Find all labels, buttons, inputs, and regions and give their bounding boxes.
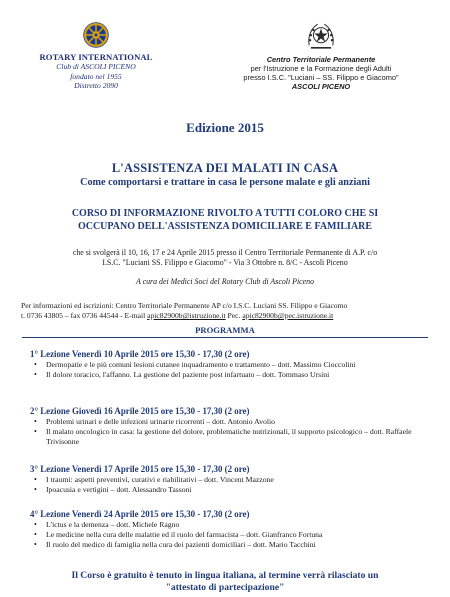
- lesson-title: 4° Lezione Venerdì 24 Aprile 2015 ore 15,30 - 17,30 (2 ore): [30, 509, 250, 519]
- course-heading-line: OCCUPANO DELL'ASSISTENZA DOMICILIARE E FAMILIARE: [77, 220, 373, 232]
- list-item: • L'ictus e la demenza – dott. Michele Ragno: [42, 520, 438, 530]
- lesson-2: [30, 405, 438, 447]
- list-item: • Il malato oncologico in casa: la gestione del dolore, problematiche nutrizionali, il supporto psicologico – dott. Raffaele Trivisonne: [42, 427, 438, 447]
- divider: [22, 337, 428, 338]
- lesson-topics: [30, 360, 438, 380]
- contact-info: [21, 301, 441, 321]
- ctp-address: presso I.S.C. "Luciani – SS. Filippo e Giacomo": [243, 73, 399, 82]
- rotary-club: Club di ASCOLI PICENO: [56, 62, 136, 71]
- phone-fax: t. 0736 43805 – fax 0736 44544 - E-mail: [21, 311, 146, 320]
- rotary-title: ROTARY INTERNATIONAL: [39, 52, 153, 62]
- lesson-title: 2° Lezione Giovedì 16 Aprile 2015 ore 15,30 - 17,30 (2 ore): [30, 406, 250, 416]
- ctp-subtitle: per l'Istruzione e la Formazione degli Adulti: [250, 64, 392, 73]
- dates-line: che si svolgerà il 10, 16, 17 e 24 Aprile 2015 presso il Centro Territoriale Permanente di A.P. c/o: [72, 248, 378, 257]
- rotary-wheel-icon: [81, 20, 111, 50]
- list-item: • Ipoacusia e vertigini – dott. Alessandro Tassoni: [42, 485, 438, 495]
- lesson-3: [30, 463, 438, 495]
- course-dates: [14, 248, 436, 268]
- email-link[interactable]: apic82900b@istruzione.it: [147, 311, 226, 320]
- organizer-note: A cura dei Medici Soci del Rotary Club di Ascoli Piceno: [135, 277, 315, 286]
- pec-email-link[interactable]: apic82900b@pec.istruzione.it: [242, 311, 334, 320]
- ctp-city: ASCOLI PICENO: [291, 82, 351, 91]
- rotary-founded: fondato nel 1955: [70, 71, 122, 81]
- list-item: • Dermopatie e le più comuni lesioni cutanee inquadramento e trattamento – dott. Massimo Cioccolini: [42, 360, 438, 370]
- lesson-topics: [30, 520, 438, 550]
- edition-heading: Edizione 2015: [186, 120, 264, 135]
- list-item: • Le medicine nella cura delle malattie ed il ruolo del farmacista – dott. Gianfranco Fortuna: [42, 530, 438, 540]
- lesson-title: 1° Lezione Venerdì 10 Aprile 2015 ore 15,30 - 17,30 (2 ore): [30, 349, 250, 359]
- lesson-4: [30, 508, 438, 550]
- footer-line: "attestato di partecipazione": [165, 582, 285, 593]
- italian-republic-emblem-icon: [304, 20, 338, 52]
- course-heading: [14, 208, 436, 233]
- dates-line: I.S.C. "Luciani SS. Filippo e Giacomo" - Via 3 Ottobre n. 8/C - Ascoli Piceno: [102, 258, 348, 267]
- footer-note: [0, 570, 450, 594]
- rotary-district: Distretto 2090: [74, 81, 118, 90]
- footer-line: Il Corso è gratuito è tenuto in lingua italiana, al termine verrà rilasciato un: [71, 570, 379, 581]
- rotary-header: [22, 20, 170, 91]
- contact-line-phone: [21, 311, 441, 321]
- course-heading-line: CORSO DI INFORMAZIONE RIVOLTO A TUTTI COLORO CHE SI: [71, 208, 379, 219]
- contact-line: Per informazioni ed iscrizioni: Centro Territoriale Permanente AP c/o I.S.C. Luciani SS. Filippo e Giacomo: [21, 301, 348, 310]
- list-item: • I traumi: aspetti preventivi, curativi e riabilitativi – dott. Vincent Mazzone: [42, 475, 438, 485]
- lesson-1: [30, 348, 438, 380]
- ctp-header: [208, 20, 434, 91]
- subtitle: Come comportarsi e trattare in casa le persone malate e gli anziani: [80, 177, 370, 188]
- main-title: L'ASSISTENZA DEI MALATI IN CASA: [111, 161, 339, 175]
- list-item: • Il ruolo del medico di famiglia nella cura dei pazienti domiciliari – dott. Mario Tacchini: [42, 540, 438, 550]
- list-item: • Il dolore toracico, l'affanno. La gestione del paziente post infartuato – dott. Tommaso Ursini: [42, 370, 438, 380]
- list-item: • Problemi urinari e delle infezioni urinarie ricorrenti – dott. Antonio Avolio: [42, 417, 438, 427]
- ctp-title: Centro Territoriale Permanente: [266, 55, 376, 64]
- lesson-topics: [30, 475, 438, 495]
- programma-heading: PROGRAMMA: [195, 325, 255, 335]
- pec-label: Pec.: [227, 311, 241, 320]
- lesson-topics: [30, 417, 438, 447]
- lesson-title: 3° Lezione Venerdì 17 Aprile 2015 ore 15,30 - 17,30 (2 ore): [30, 464, 250, 474]
